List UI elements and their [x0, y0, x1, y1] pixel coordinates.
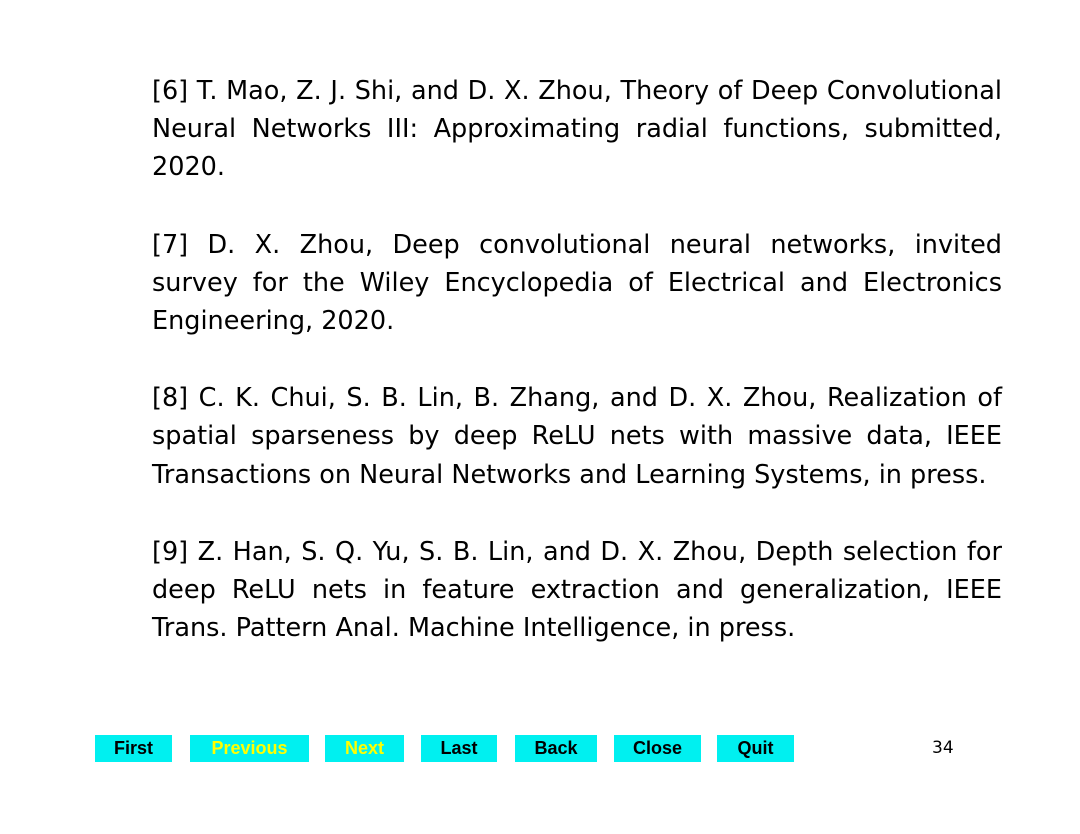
reference-7: [7] D. X. Zhou, Deep convolutional neural networks, invited survey for the Wiley Encyclopedia of Electrical and Electronics Engineering, 2020. — [152, 229, 1002, 337]
reference-8: [8] C. K. Chui, S. B. Lin, B. Zhang, and D. X. Zhou, Realization of spatial sparseness by deep ReLU nets with massive data, IEEE Transactions on Neural Networks and Learning Systems, in press. — [152, 383, 1002, 490]
next-button[interactable]: Next — [325, 735, 404, 762]
page-number: 34 — [932, 738, 954, 758]
close-button[interactable]: Close — [614, 735, 701, 762]
quit-button[interactable]: Quit — [717, 735, 794, 762]
first-button[interactable]: First — [95, 735, 172, 762]
reference-list — [152, 72, 1002, 686]
reference-6: [6] T. Mao, Z. J. Shi, and D. X. Zhou, Theory of Deep Convolutional Neural Networks III: Approximating radial functions, submitted, 2020. — [152, 76, 1002, 183]
reference-9: [9] Z. Han, S. Q. Yu, S. B. Lin, and D. X. Zhou, Depth selection for deep ReLU nets in feature extraction and generalization, IEEE Trans. Pattern Anal. Machine Intelligence, in press. — [152, 536, 1002, 644]
previous-button[interactable]: Previous — [190, 735, 309, 762]
last-button[interactable]: Last — [421, 735, 497, 762]
back-button[interactable]: Back — [515, 735, 597, 762]
